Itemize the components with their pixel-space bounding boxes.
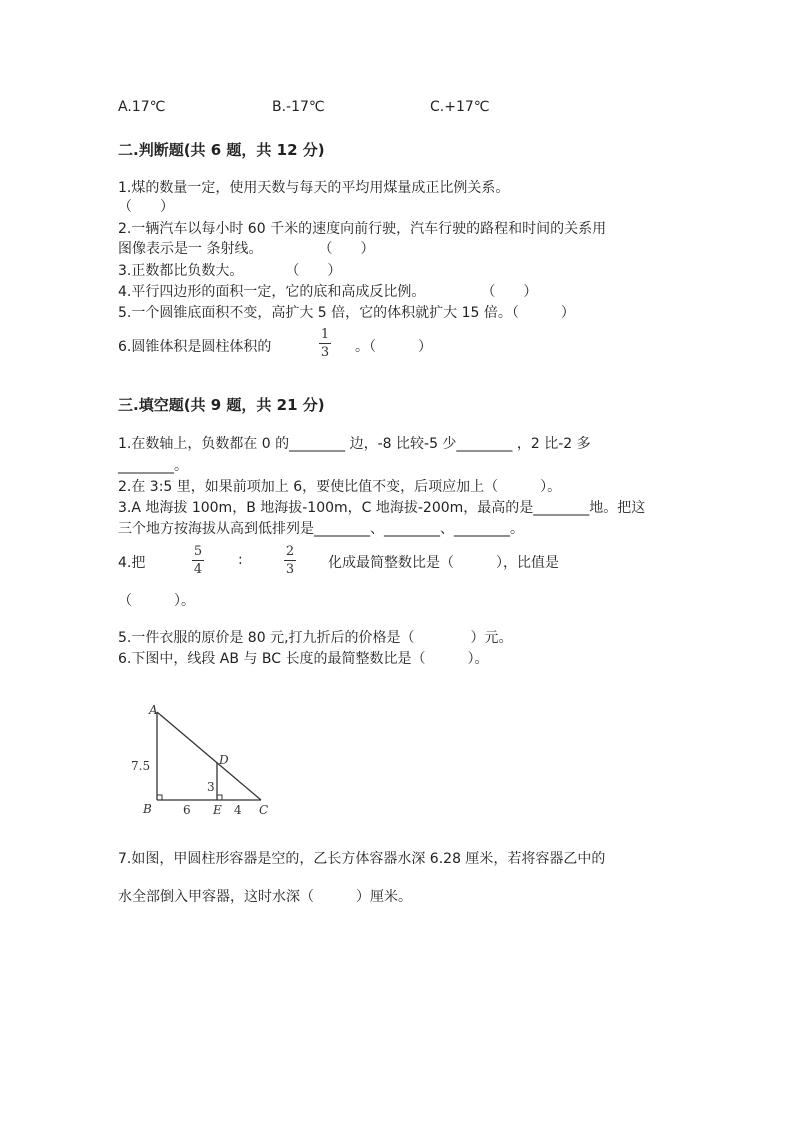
judge-q5: 5.一个圆锥底面积不变，高扩大 5 倍，它的体积就扩大 15 倍。（ ） <box>118 305 575 321</box>
ratio-colon: : <box>238 552 243 568</box>
fill-q5: 5.一件衣服的原价是 80 元,打九折后的价格是（ ）元。 <box>118 630 513 646</box>
label-a: A <box>149 703 158 717</box>
section3-title: 三.填空题(共 9 题，共 21 分) <box>118 396 325 414</box>
label-e: E <box>213 803 222 817</box>
judge-q3: 3.正数都比负数大。 （ ） <box>118 263 342 279</box>
fill-q1-line1: 1.在数轴上，负数都在 0 的________ 边，-8 比较-5 少________ ，2 比-2 多 <box>118 436 591 452</box>
judge-q1: 1.煤的数量一定，使用天数与每天的平均用煤量成正比例关系。 <box>118 180 510 196</box>
fraction-numerator: 2 <box>285 544 295 559</box>
fill-q3-line1: 3.A 地海拔 100m，B 地海拔-100m，C 地海拔-200m，最高的是________地。把这 <box>118 500 646 516</box>
fill-q4-suffix: 化成最简整数比是（ ），比值是 <box>328 555 559 571</box>
right-angle-b <box>157 795 162 800</box>
fraction-numerator: 1 <box>320 327 330 342</box>
option-b: B.-17℃ <box>272 99 325 115</box>
fill-q2: 2.在 3:5 里，如果前项加上 6，要使比值不变，后项应加上（ ）。 <box>118 479 562 495</box>
option-c: C.+17℃ <box>430 99 490 115</box>
triangle-figure <box>125 700 285 825</box>
label-ab-length: 7.5 <box>131 759 151 773</box>
fraction-five-fourths <box>192 544 204 577</box>
fraction-numerator: 5 <box>193 544 203 559</box>
judge-q1-bracket: （ ） <box>118 199 174 215</box>
right-angle-e <box>217 795 222 800</box>
judge-q4: 4.平行四边形的面积一定，它的底和高成反比例。 （ ） <box>118 284 538 300</box>
fill-q7-line1: 7.如图，甲圆柱形容器是空的，乙长方体容器水深 6.28 厘米，若将容器乙中的 <box>118 851 606 867</box>
label-de-length: 3 <box>207 780 215 794</box>
fraction-denominator: 3 <box>320 345 330 360</box>
fraction-denominator: 3 <box>285 562 295 577</box>
label-d: D <box>219 753 229 767</box>
label-ec-length: 4 <box>234 803 242 817</box>
label-c: C <box>259 803 269 817</box>
fraction-two-thirds <box>284 544 296 577</box>
fill-q4-prefix: 4.把 <box>118 555 146 571</box>
label-b: B <box>143 802 152 816</box>
fraction-denominator: 4 <box>193 562 203 577</box>
section2-title: 二.判断题(共 6 题，共 12 分) <box>118 141 325 159</box>
fraction-one-third <box>319 327 331 360</box>
fill-q1-line2: ________。 <box>118 458 188 474</box>
judge-q2-line1: 2.一辆汽车以每小时 60 千米的速度向前行驶，汽车行驶的路程和时间的关系用 <box>118 221 607 237</box>
judge-q6-suffix: 。（ ） <box>355 339 432 355</box>
fill-q7-line2: 水全部倒入甲容器，这时水深（ ）厘米。 <box>118 889 412 905</box>
label-be-length: 6 <box>183 803 191 817</box>
fill-q6: 6.下图中，线段 AB 与 BC 长度的最简整数比是（ ）。 <box>118 651 489 667</box>
judge-q6-prefix: 6.圆锥体积是圆柱体积的 <box>118 339 272 355</box>
judge-q2-line2: 图像表示是一 条射线。 （ ） <box>118 241 375 257</box>
fill-q3-line2: 三个地方按海拔从高到低排列是________、________、________。 <box>118 521 524 537</box>
fill-q4-line2: （ ）。 <box>118 593 195 609</box>
option-a: A.17℃ <box>118 99 166 115</box>
